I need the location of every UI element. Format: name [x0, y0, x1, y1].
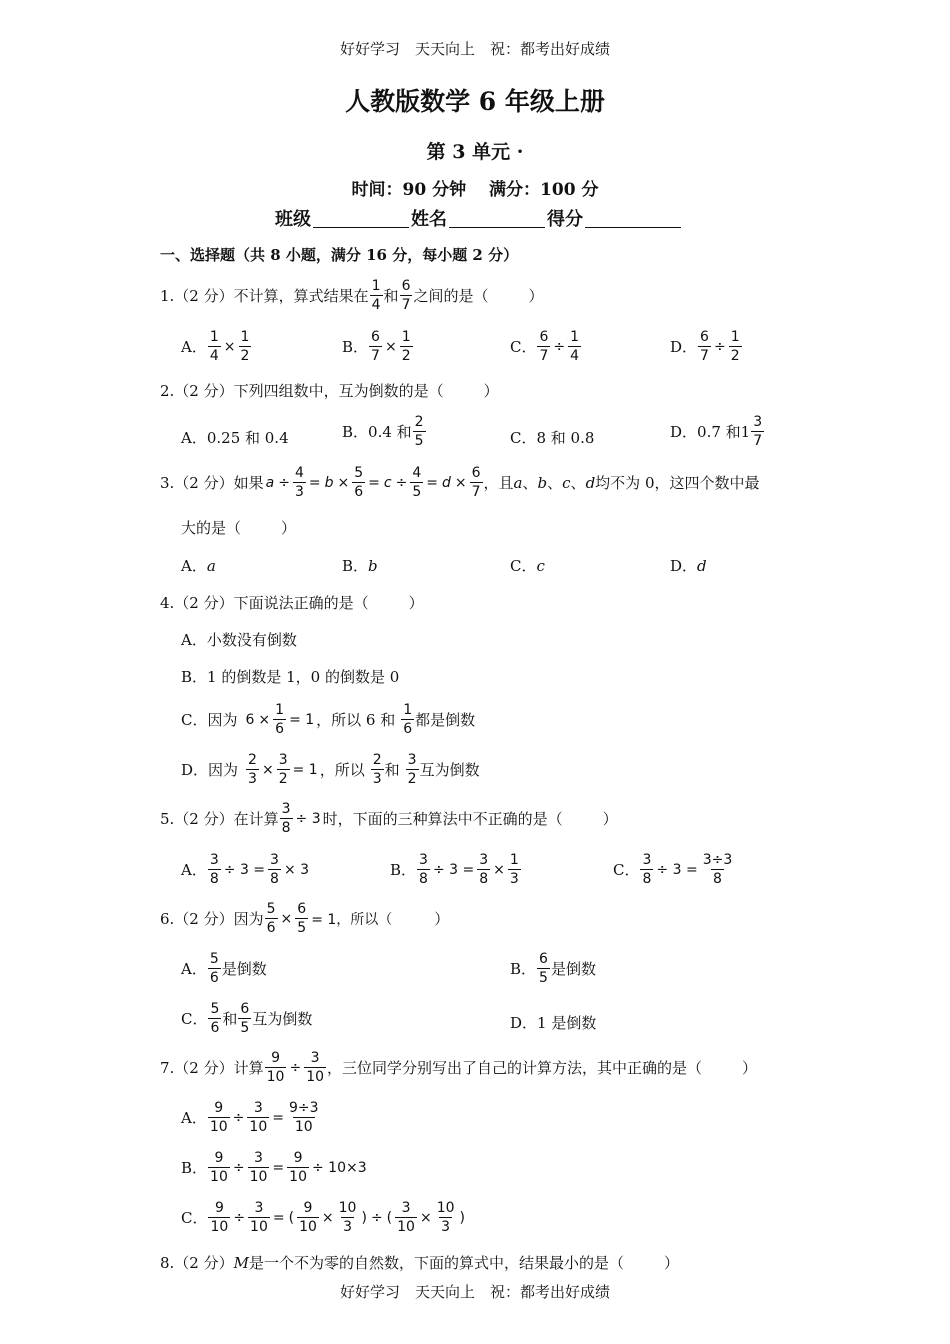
- q1-option-b[interactable]: B． $\frac{6}{7}$ × $\frac{1}{2}$: [342, 329, 411, 364]
- name-blank[interactable]: [449, 209, 545, 228]
- q3-option-b[interactable]: B． b: [342, 556, 378, 575]
- student-info-line: [275, 205, 683, 231]
- question-5-stem: 5.（2 分）在计算 $\frac{3}{8}$ ÷ 3 时，下面的三种算法中不正确的是（ ）: [160, 801, 618, 836]
- q7-option-a[interactable]: A． $\frac{9}{10}$ ÷ $\frac{3}{10}$ = $\frac{9\div 3}{10}$: [181, 1100, 319, 1135]
- question-8-stem: 8.（2 分） M 是一个不为零的自然数，下面的算式中，结果最小的是（ ）: [160, 1253, 680, 1272]
- q7-option-b[interactable]: B． $\frac{9}{10}$ ÷ $\frac{3}{10}$ = $\frac{9}{10}$ ÷ 10×3: [181, 1150, 367, 1185]
- q6-option-b[interactable]: B． $\frac{6}{5}$ 是倒数: [510, 951, 596, 986]
- question-1-stem: 1.（2 分）不计算，算式结果在 $\frac{1}{4}$ 和 $\frac{6}{7}$ 之间的是（ ）: [160, 278, 544, 313]
- q6-option-a[interactable]: A． $\frac{5}{6}$ 是倒数: [181, 951, 267, 986]
- question-6-stem: 6.（2 分）因为 $\frac{5}{6}$ × $\frac{6}{5}$ = 1，所以（ ）: [160, 901, 450, 936]
- q1-option-c[interactable]: C． $\frac{6}{7}$ ÷ $\frac{1}{4}$: [510, 329, 580, 364]
- q1-option-a[interactable]: A． $\frac{1}{4}$ × $\frac{1}{2}$: [181, 329, 250, 364]
- q4-option-b[interactable]: B．1 的倒数是 1，0 的倒数是 0: [181, 668, 400, 686]
- unit-subtitle: 第 3 单元 ·: [426, 141, 524, 163]
- q4-option-d[interactable]: D．因为 $\frac{2}{3}$ × $\frac{3}{2}$ = 1 ，所以 $\frac{2}{3}$ 和 $\frac{3}{2}$ 互为倒数: [181, 752, 480, 787]
- time-score-line: 时间：90 分钟 满分：100 分: [351, 180, 599, 200]
- q6-option-c[interactable]: C． $\frac{5}{6}$ 和 $\frac{6}{5}$ 互为倒数: [181, 1001, 313, 1036]
- question-2-stem: 2.（2 分）下列四组数中，互为倒数的是（ ）: [160, 382, 499, 400]
- q3-option-d[interactable]: D． d: [670, 556, 707, 575]
- score-label: 得分: [547, 209, 583, 230]
- q4-option-c[interactable]: C．因为 6 × $\frac{1}{6}$ = 1 ，所以 6 和 $\frac{1}{6}$ 都是倒数: [181, 702, 476, 737]
- q5-option-c[interactable]: C． $\frac{3}{8}$ ÷ 3 = $\frac{3\div 3}{8}$: [613, 852, 733, 887]
- class-blank[interactable]: [313, 209, 409, 228]
- q2-option-c[interactable]: C．8 和 0.8: [510, 429, 595, 447]
- q5-option-b[interactable]: B． $\frac{3}{8}$ ÷ 3 = $\frac{3}{8}$ × $\frac{1}{3}$: [390, 852, 519, 887]
- q3-option-a[interactable]: A． a: [181, 556, 216, 575]
- q1-option-d[interactable]: D． $\frac{6}{7}$ ÷ $\frac{1}{2}$: [670, 329, 740, 364]
- page-header: 好好学习 天天向上 祝：都考出好成绩: [339, 40, 610, 58]
- name-label: 姓名: [411, 209, 447, 230]
- question-7-stem: 7.（2 分）计算 $\frac{9}{10}$ ÷ $\frac{3}{10}$ ，三位同学分别写出了自己的计算方法，其中正确的是（ ）: [160, 1050, 758, 1085]
- score-blank[interactable]: [585, 209, 681, 228]
- q7-option-c[interactable]: C． $\frac{9}{10}$ ÷ $\frac{3}{10}$ = ( $\frac{9}{10}$ × $\frac{10}{3}$ ) ÷ ( $\frac{3}{10}$ × $\frac{10}{3}$ ): [181, 1200, 465, 1235]
- q5-option-a[interactable]: A． $\frac{3}{8}$ ÷ 3 = $\frac{3}{8}$ × 3: [181, 852, 310, 887]
- class-label: 班级: [275, 209, 311, 230]
- question-4-stem: 4.（2 分）下面说法正确的是（ ）: [160, 594, 424, 612]
- question-3-stem-line2: 大的是（ ）: [181, 519, 297, 537]
- fraction: $\frac{1}{4}$: [371, 278, 381, 313]
- q2-option-b[interactable]: B．0.4 和 $\frac{2}{5}$: [342, 414, 424, 449]
- document-title: 人教版数学 6 年级上册: [345, 87, 605, 116]
- q2-option-a[interactable]: A．0.25 和 0.4: [181, 429, 289, 447]
- fraction: $\frac{6}{7}$: [401, 278, 411, 313]
- page-footer: 好好学习 天天向上 祝：都考出好成绩: [339, 1283, 610, 1301]
- q4-option-a[interactable]: A．小数没有倒数: [181, 631, 297, 649]
- q6-option-d[interactable]: D．1 是倒数: [510, 1014, 597, 1032]
- q3-option-c[interactable]: C． c: [510, 556, 545, 575]
- section-heading: 一、选择题（共 8 小题，满分 16 分，每小题 2 分）: [160, 246, 519, 264]
- question-3-stem: 3.（2 分）如果 a ÷ $\frac{4}{3}$ = b × $\frac{5}{6}$ = c ÷ $\frac{4}{5}$ = d × $\frac{6}{7}$ ，且 a 、 b 、 c 、 d 均不为 0，这四个数中最: [160, 465, 760, 500]
- q2-option-d[interactable]: D．0.7 和1 $\frac{3}{7}$: [670, 414, 763, 449]
